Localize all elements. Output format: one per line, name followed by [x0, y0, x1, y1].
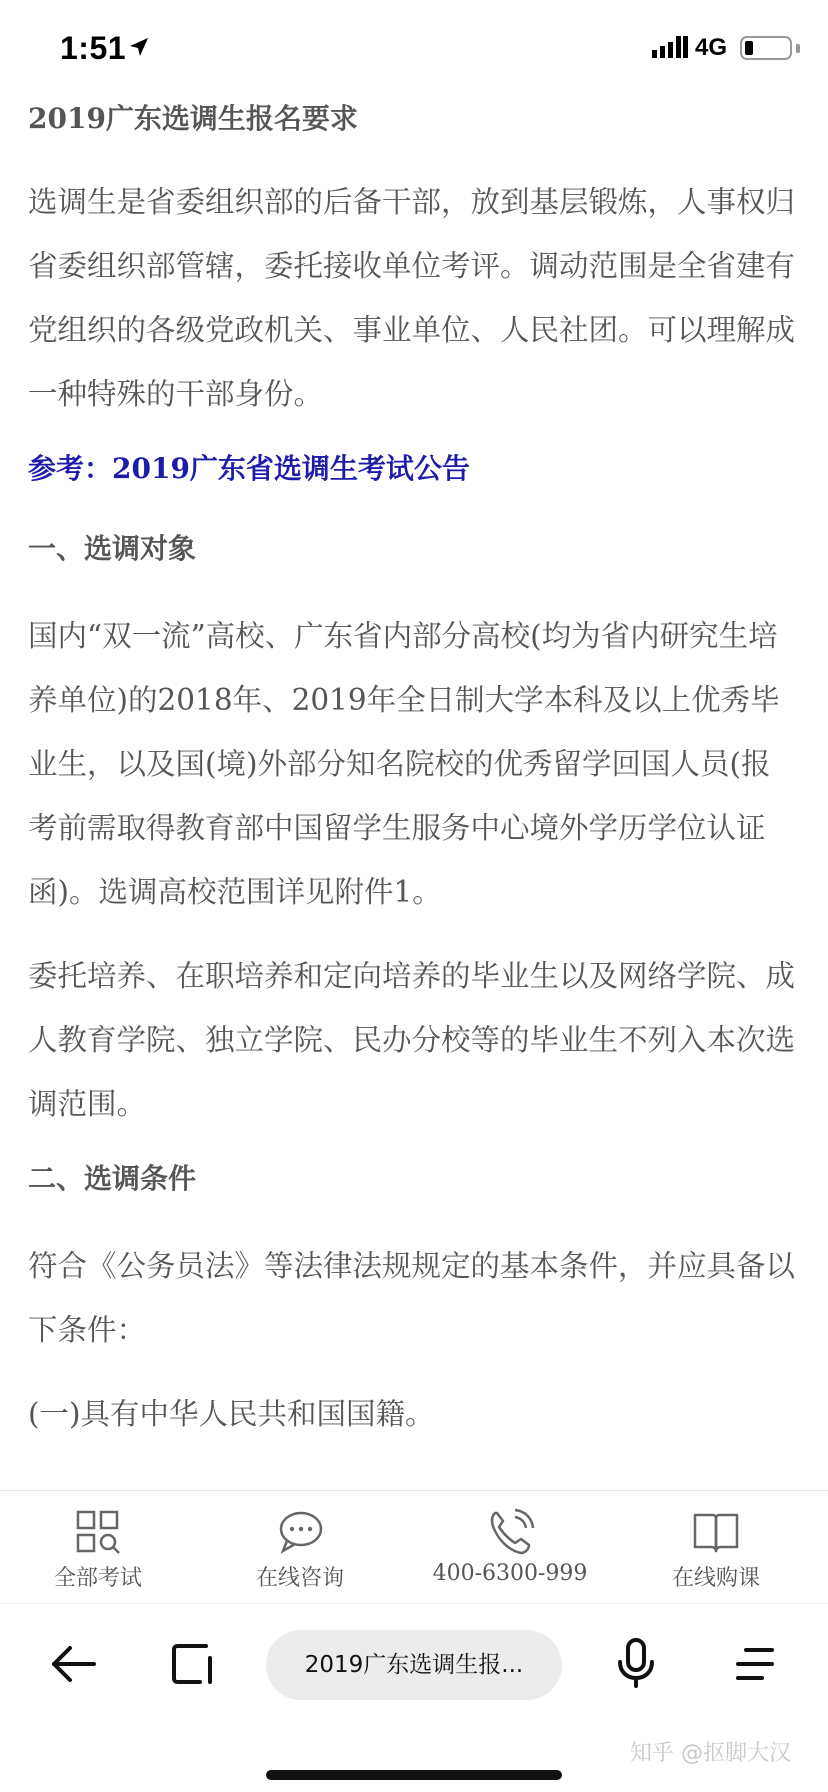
section1-heading: 一、选调对象: [28, 532, 197, 565]
status-bar: [0, 0, 828, 96]
location-arrow-icon: [128, 36, 150, 58]
reference-link[interactable]: 参考：2019广东省选调生考试公告: [28, 452, 470, 485]
menu-icon[interactable]: [724, 1634, 784, 1694]
section2-item-1: (一)具有中华人民共和国国籍。: [28, 1397, 435, 1431]
section2-heading: 二、选调条件: [28, 1162, 197, 1195]
tab-buy-course[interactable]: [636, 1491, 796, 1605]
article-title: 2019广东选调生报名要求: [28, 102, 358, 135]
tabs-icon[interactable]: [164, 1634, 224, 1694]
chat-bubble-icon: [275, 1507, 325, 1557]
tab-label-online-consult: 在线咨询: [255, 1566, 344, 1591]
battery-cap: [796, 44, 800, 53]
tab-label-buy-course: 在线购课: [671, 1566, 760, 1591]
network-type: 4G: [695, 34, 728, 61]
signal-icon: [652, 34, 688, 60]
watermark: 知乎 @抠脚大汉: [630, 1741, 791, 1766]
home-indicator[interactable]: [266, 1770, 562, 1780]
tab-label-phone: 400-6300-999: [432, 1561, 588, 1586]
tab-phone[interactable]: [430, 1491, 590, 1605]
url-bar-title: 2019广东选调生报...: [304, 1652, 524, 1678]
microphone-icon[interactable]: [606, 1634, 666, 1694]
bottom-tab-bar: [0, 1490, 828, 1604]
back-arrow-icon[interactable]: [44, 1634, 104, 1694]
url-bar[interactable]: [266, 1630, 562, 1700]
open-book-icon: [691, 1507, 741, 1557]
status-time: 1:51: [60, 30, 127, 66]
browser-toolbar: [0, 1604, 828, 1792]
tab-online-consult[interactable]: [220, 1491, 380, 1605]
tab-label-all-exams: 全部考试: [53, 1566, 142, 1591]
grid-search-icon: [73, 1507, 123, 1557]
article-content: [28, 96, 800, 1490]
tab-all-exams[interactable]: [18, 1491, 178, 1605]
battery-icon: [740, 36, 792, 60]
intro-paragraph: 选调生是省委组织部的后备干部，放到基层锻炼，人事权归省委组织部管辖，委托接收单位考评。调动范围是全省建有党组织的各级党政机关、事业单位、人民社团。可以理解成一种特殊的干部身份。: [28, 185, 796, 411]
section1-paragraph-1: 国内“双一流”高校、广东省内部分高校(均为省内研究生培养单位)的2018年、2019年全日制大学本科及以上优秀毕业生，以及国(境)外部分知名院校的优秀留学回国人员(报考前需取得教育部中国留学生服务中心境外学历学位认证函)。选调高校范围详见附件1。: [28, 619, 780, 909]
phone-icon: [485, 1507, 535, 1557]
section1-paragraph-2: 委托培养、在职培养和定向培养的毕业生以及网络学院、成人教育学院、独立学院、民办分校等的毕业生不列入本次选调范围。: [28, 959, 796, 1121]
section2-paragraph-1: 符合《公务员法》等法律法规规定的基本条件，并应具备以下条件：: [28, 1249, 796, 1347]
